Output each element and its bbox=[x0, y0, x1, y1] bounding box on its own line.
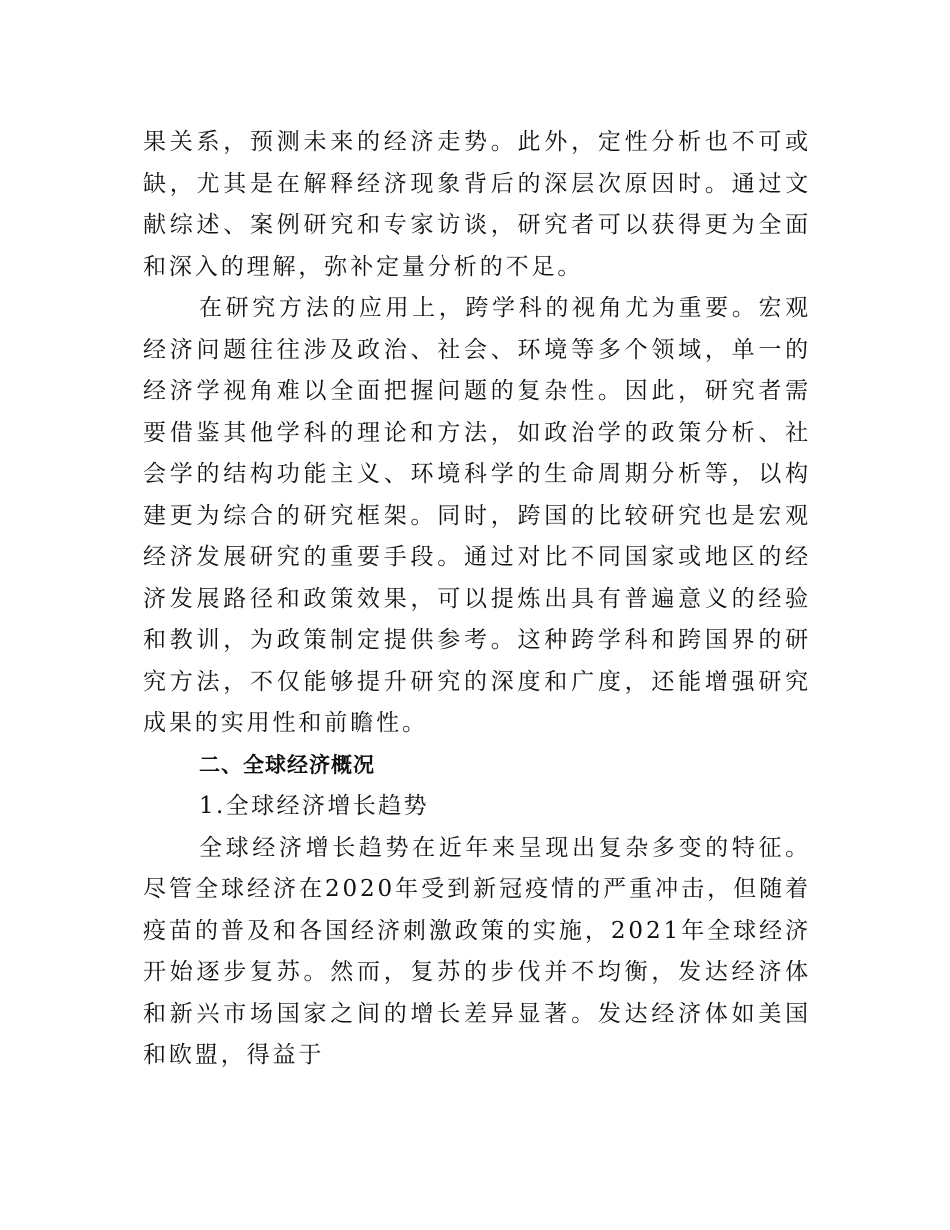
document-page bbox=[143, 122, 811, 1077]
subsection-heading: 1.全球经济增长趋势 bbox=[199, 793, 429, 819]
paragraph-3: 全球经济增长趋势在近年来呈现出复杂多变的特征。尽管全球经济在2020年受到新冠疫情的严重冲击，但随着疫苗的普及和各国经济刺激政策的实施，2021年全球经济开始逐步复苏。然而，复苏的步伐并不均衡，发达经济体和新兴市场国家之间的增长差异显著。发达经济体如美国和欧盟，得益于 bbox=[143, 834, 811, 1068]
paragraph-2: 在研究方法的应用上，跨学科的视角尤为重要。宏观经济问题往往涉及政治、社会、环境等多个领域，单一的经济学视角难以全面把握问题的复杂性。因此，研究者需要借鉴其他学科的理论和方法，如政治学的政策分析、社会学的结构功能主义、环境科学的生命周期分析等，以构建更为综合的研究框架。同时，跨国的比较研究也是宏观经济发展研究的重要手段。通过对比不同国家或地区的经济发展路径和政策效果，可以提炼出具有普遍意义的经验和教训，为政策制定提供参考。这种跨学科和跨国界的研究方法，不仅能够提升研究的深度和广度，还能增强研究成果的实用性和前瞻性。 bbox=[143, 295, 811, 736]
paragraph-1: 果关系，预测未来的经济走势。此外，定性分析也不可或缺，尤其是在解释经济现象背后的深层次原因时。通过文献综述、案例研究和专家访谈，研究者可以获得更为全面和深入的理解，弥补定量分析的不足。 bbox=[143, 129, 811, 280]
section-heading: 二、全球经济概况 bbox=[199, 752, 375, 777]
